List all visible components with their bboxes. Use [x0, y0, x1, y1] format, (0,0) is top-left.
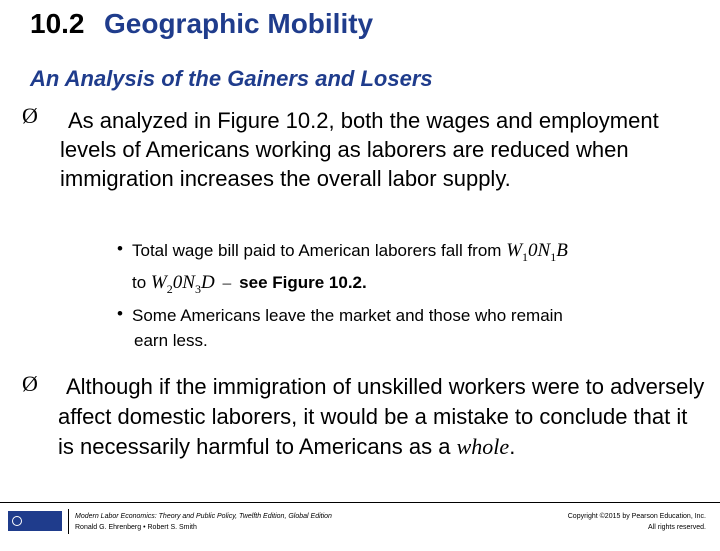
figure-reference: see Figure 10.2. [239, 272, 367, 292]
arrow-bullet-icon: Ø [22, 103, 38, 128]
bullet-paragraph-1: As analyzed in Figure 10.2, both the wages and employment levels of Americans working as laborers are reduced when immigration increases the overall labor supply. [60, 108, 659, 191]
pearson-logo: PEARSON [8, 511, 62, 531]
sub-bullet-1 [132, 238, 712, 302]
pearson-mark-icon [12, 516, 22, 526]
period: . [509, 434, 516, 459]
sub-bullet-2 [132, 303, 712, 353]
sub-bullet-1-text: Total wage bill paid to American laborers fall from [132, 241, 502, 260]
sub-bullet-2-line-2: earn less. [134, 331, 208, 350]
math-expression-2: $W_20N_3D$ [150, 271, 215, 296]
arrow-bullet-icon: Ø [22, 371, 38, 396]
dot-bullet-icon: • [117, 304, 123, 323]
slide-title: Geographic Mobility [104, 8, 374, 39]
math-expression-1: $W_10N_1B$ [506, 240, 568, 264]
dot-bullet-icon: • [117, 239, 123, 258]
sub-bullet-1-to: to [132, 272, 147, 292]
sub-bullet-2-line-1: Some Americans leave the market and those who remain [132, 306, 563, 325]
copyright: Copyright ©2015 by Pearson Education, Inc. [567, 513, 706, 520]
authors: Ronald G. Ehrenberg • Robert S. Smith [75, 524, 197, 531]
emphasis-word: whole [456, 434, 510, 459]
bullet-paragraph-2-text: Although if the immigration of unskilled workers were to adversely affect domestic laborers, it would be a mistake to conclude that it is necessarily harmful to Americans as a [58, 374, 705, 459]
slide-subtitle: An Analysis of the Gainers and Losers [30, 66, 433, 91]
footer-divider [68, 509, 69, 534]
slide-number: 10.2 [30, 8, 85, 39]
book-reference: Modern Labor Economics: Theory and Public Policy, Twelfth Edition, Global Edition [75, 513, 332, 520]
bullet-paragraph-2 [58, 372, 708, 462]
footer [0, 503, 720, 545]
dash: – [222, 272, 232, 292]
rights-reserved: All rights reserved. [648, 524, 706, 531]
